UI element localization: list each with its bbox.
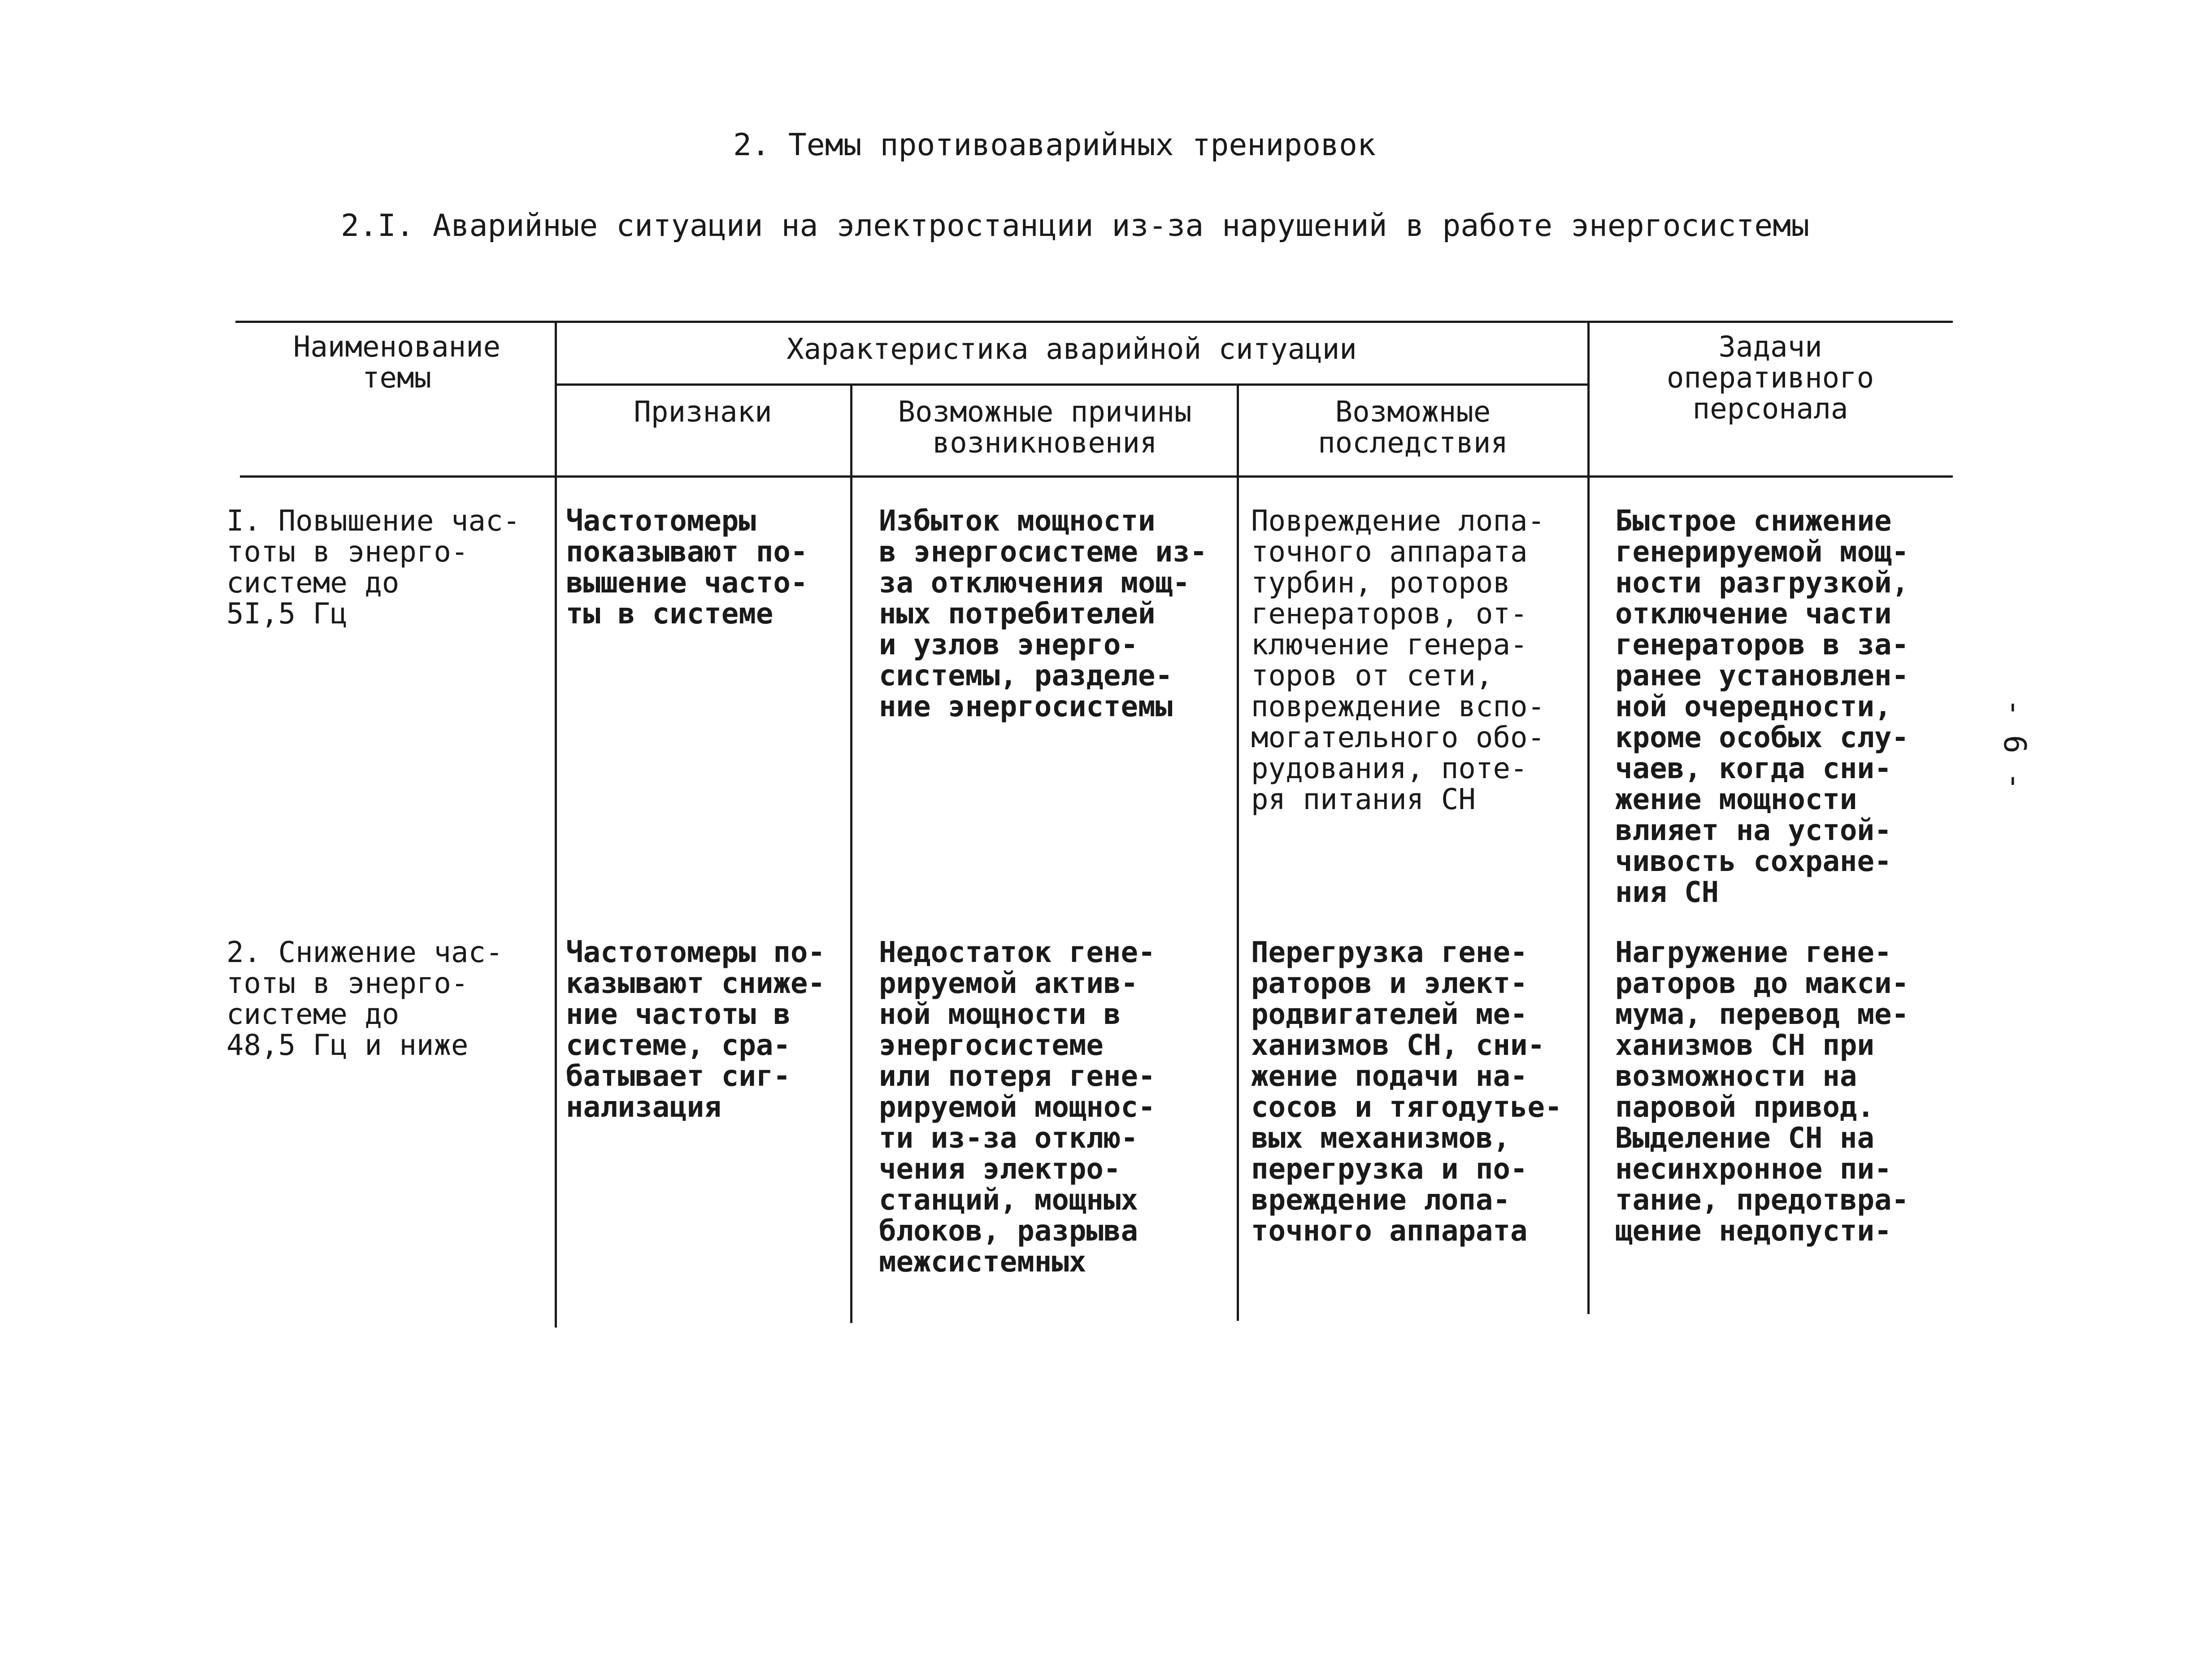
row1-signs: Частотомеры показывают по- вышение часто- ты в системе	[566, 505, 808, 631]
row2-topic: 2. Снижение час- тоты в энерго- системе до 48,5 Гц и ниже	[226, 936, 503, 1062]
header-consequences: Возможные последствия	[1318, 396, 1508, 460]
table-top-rule	[235, 321, 1953, 323]
header-causes: Возможные причины возникновения	[898, 396, 1192, 460]
row2-causes: Недостаток гене- рируемой актив- ной мощности в энергосистеме или потеря гене- рируемой мощнос- ти из-за отклю- чения электро- станций, мощных блоков, разрыва межсистемных	[879, 936, 1156, 1279]
header-signs: Признаки	[634, 396, 772, 429]
col-divider-3	[1237, 383, 1239, 1321]
row2-signs: Частотомеры по- казывают сниже- ние частоты в системе, сра- батывает сиг- нализация	[566, 936, 825, 1124]
section-title: 2. Темы противоаварийных тренировок	[733, 127, 1376, 163]
header-characteristic: Характеристика аварийной ситуации	[787, 333, 1357, 366]
subsection-title: 2.I. Аварийные ситуации на электростанции из-за нарушений в работе энергосистемы	[341, 208, 1810, 244]
row1-consequences: Повреждение лопа- точного аппарата турбин, роторов генераторов, от- ключение генера- торов от сети, повреждение вспо- могательного обо- рудования, поте- ря питания СН	[1251, 505, 1545, 816]
header-topic: Наименование темы	[293, 331, 501, 395]
header-bottom-rule	[240, 475, 1953, 478]
row1-causes: Избыток мощности в энергосистеме из- за отключения мощ- ных потребителей и узлов энерго- системы, разделе- ние энергосистемы	[879, 505, 1208, 723]
col-divider-2	[850, 383, 852, 1323]
row2-tasks: Нагружение гене- раторов до макси- мума, перевод ме- ханизмов СН при возможности на паровой привод. Выделение СН на несинхронное пи- тание, предотвра- щение недопусти-	[1615, 936, 1909, 1248]
page-number: - 6 -	[1996, 698, 2032, 790]
header-tasks: Задачи оперативного персонала	[1666, 331, 1874, 426]
header-split-rule	[556, 383, 1587, 386]
col-divider-4	[1587, 321, 1590, 1314]
row1-tasks: Быстрое снижение генерируемой мощ- ности разгрузкой, отключение части генераторов в за- ранее установлен- ной очередности, кроме особых слу- чаев, когда сни- жение мощности влияет на устой- чивость сохране- ния СН	[1615, 505, 1909, 909]
row1-topic: I. Повышение час- тоты в энерго- системе до 5I,5 Гц	[226, 505, 521, 631]
row2-consequences: Перегрузка гене- раторов и элект- родвигателей ме- ханизмов СН, сни- жение подачи на- сосов и тягодутье- вых механизмов, перегрузка и по- вреждение лопа- точного аппарата	[1251, 936, 1562, 1248]
col-divider-1	[555, 321, 557, 1328]
